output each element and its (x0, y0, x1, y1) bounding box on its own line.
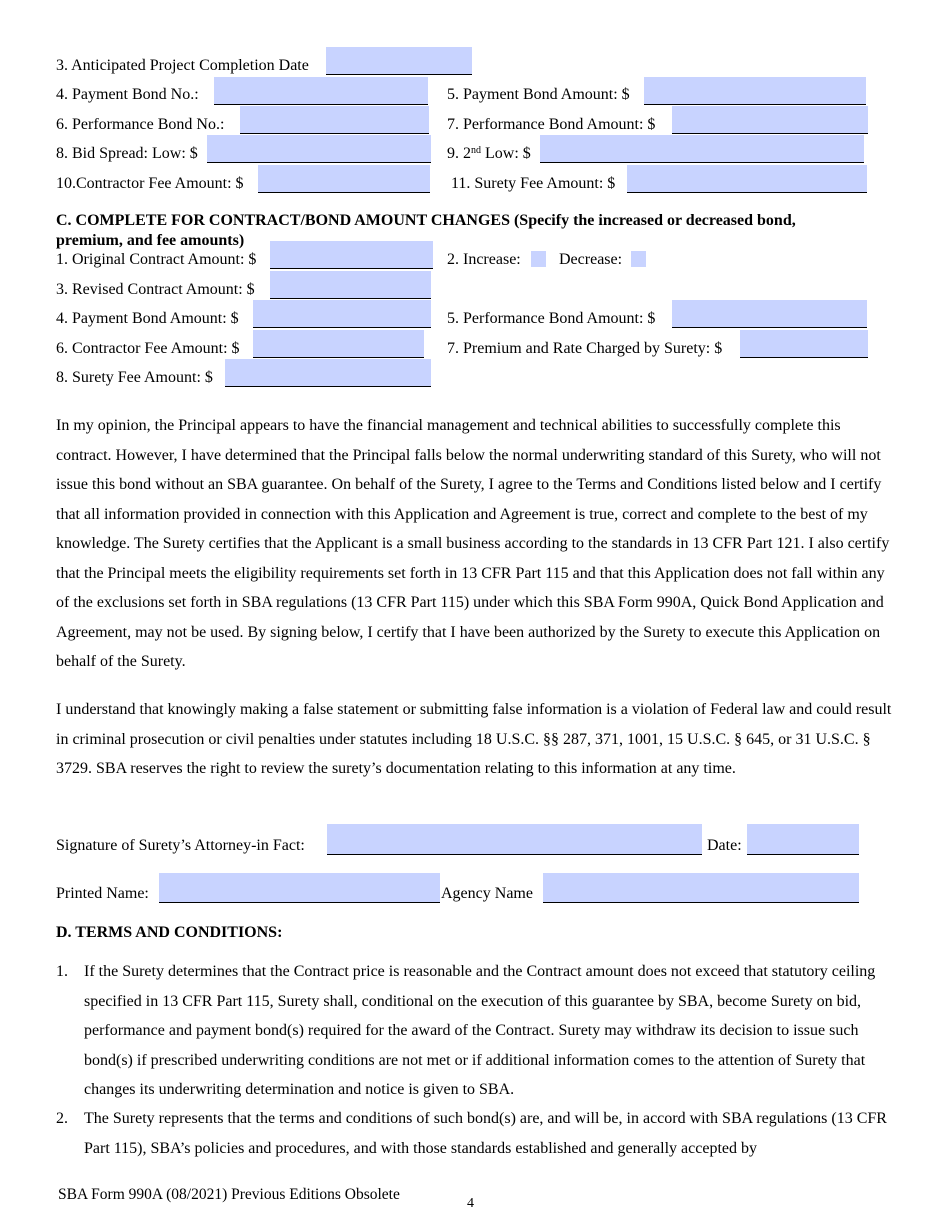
performance-bond-change-field[interactable] (672, 300, 867, 328)
original-contract-field[interactable] (270, 241, 433, 269)
payment-bond-change-field[interactable] (253, 300, 431, 328)
terms-item-2 (56, 1104, 898, 1164)
performance-bond-change-label: 5. Performance Bond Amount: $ (447, 310, 656, 327)
payment-bond-amount-label: 5. Payment Bond Amount: $ (447, 86, 630, 103)
date-field[interactable] (747, 824, 859, 855)
surety-fee-field[interactable] (627, 165, 867, 193)
performance-bond-no-field[interactable] (240, 106, 429, 134)
false-statement-warning: I understand that knowingly making a false statement or submitting false information is a violation of Federal law and could result in criminal prosecution or civil penalties under statutes including 18 U.S.C. §§ 287, 371, 1001, 15 U.S.C. § 645, or 31 U.S.C. § 3729. SBA reserves the right to review the surety’s documentation relating to this information at any time. (56, 701, 892, 777)
date-label: Date: (707, 837, 742, 854)
form-footer: SBA Form 990A (08/2021) Previous Editions Obsolete (58, 1186, 400, 1203)
surety-fee-change-field[interactable] (225, 359, 431, 387)
surety-fee-change-label: 8. Surety Fee Amount: $ (56, 369, 213, 386)
performance-bond-no-label: 6. Performance Bond No.: (56, 116, 225, 133)
attorney-signature-label: Signature of Surety’s Attorney-in Fact: (56, 837, 305, 854)
revised-contract-field[interactable] (270, 271, 431, 299)
completion-date-field[interactable] (326, 47, 472, 75)
terms-heading: D. TERMS AND CONDITIONS: (56, 924, 283, 941)
terms-item-2-text: The Surety represents that the terms and conditions of such bond(s) are, and will be, in accord with SBA regulations (13 CFR Part 115), SBA’s policies and procedures, and with those standards established and generally accepted by (84, 1110, 887, 1157)
payment-bond-no-label: 4. Payment Bond No.: (56, 86, 199, 103)
surety-fee-label: 11. Surety Fee Amount: $ (451, 175, 616, 192)
second-low-field[interactable] (540, 135, 864, 163)
revised-contract-label: 3. Revised Contract Amount: $ (56, 281, 255, 298)
terms-item-1-number: 1. (56, 963, 68, 980)
increase-checkbox[interactable] (531, 251, 546, 267)
terms-item-1-text: If the Surety determines that the Contract price is reasonable and the Contract amount does not exceed that statutory ceiling specified in 13 CFR Part 115, Surety shall, conditional on the execution of this guarantee by SBA, become Surety on bid, performance and payment bond(s) required for the award of the Contract. Surety may withdraw its decision to issue such bond(s) if prescribed underwriting conditions are not met or if additional information comes to the attention of Surety that changes its underwriting determination and notice is given to SBA. (84, 963, 876, 1098)
increase-label: 2. Increase: (447, 251, 521, 268)
bid-spread-low-label: 8. Bid Spread: Low: $ (56, 145, 198, 162)
printed-name-label: Printed Name: (56, 885, 149, 902)
premium-rate-field[interactable] (740, 330, 868, 358)
decrease-checkbox[interactable] (631, 251, 646, 267)
second-low-label: 9. 2nd Low: $ (447, 145, 531, 162)
payment-bond-amount-field[interactable] (644, 77, 866, 105)
certification-paragraph: In my opinion, the Principal appears to have the financial management and technical abilities to successfully complete this contract. However, I have determined that the Principal falls below the normal underwriting standard of this Surety, who will not issue this bond without an SBA guarantee. On behalf of the Surety, I agree to the Terms and Conditions listed below and I certify that all information provided in connection with this Application and Agreement is true, correct and complete to the best of my knowledge. The Surety certifies that the Applicant is a small business according to the standards in 13 CFR Part 121. I also certify that the Principal meets the eligibility requirements set forth in 13 CFR Part 115 and that this Application does not fall within any of the exclusions set forth in SBA regulations (13 CFR Part 115) under which this SBA Form 990A, Quick Bond Application and Agreement, may not be used. By signing below, I certify that I have been authorized by the Surety to execute this Application on behalf of the Surety. (56, 417, 890, 670)
contractor-fee-field[interactable] (258, 165, 430, 193)
agency-name-label: Agency Name (441, 885, 533, 902)
terms-item-1 (56, 957, 898, 1105)
terms-item-2-number: 2. (56, 1110, 68, 1127)
decrease-label: Decrease: (559, 251, 623, 268)
section-c-heading-line1: C. COMPLETE FOR CONTRACT/BOND AMOUNT CHANGES (Specify the increased or decreased bond, (56, 212, 796, 229)
section-c-heading-line2: premium, and fee amounts) (56, 232, 245, 249)
completion-date-label: 3. Anticipated Project Completion Date (56, 57, 309, 74)
performance-bond-amount-field[interactable] (672, 106, 868, 134)
attorney-signature-field[interactable] (327, 824, 702, 855)
contractor-fee-change-label: 6. Contractor Fee Amount: $ (56, 340, 240, 357)
contractor-fee-label: 10.Contractor Fee Amount: $ (56, 175, 244, 192)
payment-bond-no-field[interactable] (214, 77, 428, 105)
printed-name-field[interactable] (159, 873, 440, 903)
contractor-fee-change-field[interactable] (253, 330, 424, 358)
premium-rate-label: 7. Premium and Rate Charged by Surety: $ (447, 340, 723, 357)
agency-name-field[interactable] (543, 873, 859, 903)
performance-bond-amount-label: 7. Performance Bond Amount: $ (447, 116, 656, 133)
original-contract-label: 1. Original Contract Amount: $ (56, 251, 257, 268)
page-number: 4 (467, 1196, 474, 1211)
payment-bond-change-label: 4. Payment Bond Amount: $ (56, 310, 239, 327)
bid-spread-low-field[interactable] (207, 135, 431, 163)
